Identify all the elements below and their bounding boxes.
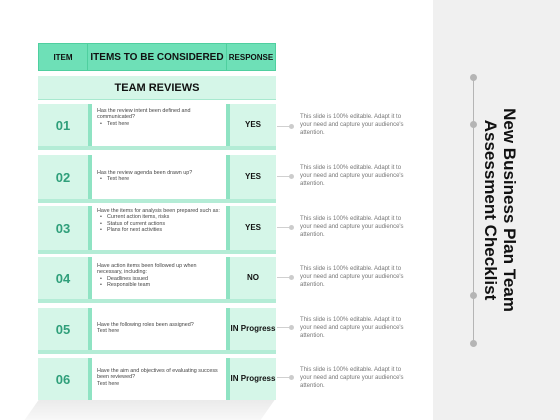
bullet-item: • Current action items, risks — [97, 214, 221, 220]
row-edge — [38, 199, 276, 203]
table-shadow — [25, 398, 276, 420]
row-note: This slide is 100% editable. Adapt it to your need and capture your audience's attention. — [300, 317, 404, 339]
row-note: This slide is 100% editable. Adapt it to your need and capture your audience's attention. — [300, 266, 404, 288]
row-number: 01 — [38, 104, 88, 146]
row-response: YES — [226, 155, 276, 199]
row-note: This slide is 100% editable. Adapt it to your need and capture your audience's attention. — [300, 216, 404, 238]
question-text: Have the items for analysis been prepared such as: — [97, 208, 220, 214]
row-note: This slide is 100% editable. Adapt it to your need and capture your audience's attention. — [300, 165, 404, 187]
decorative-dot — [470, 74, 477, 81]
decorative-line — [473, 78, 474, 344]
bullet-item: • Text here — [97, 121, 221, 127]
decorative-dot — [470, 121, 477, 128]
question-text: Have the following roles been assigned? — [97, 322, 194, 328]
connector-dot — [289, 325, 294, 330]
connector-dot — [289, 275, 294, 280]
row-number: 04 — [38, 257, 88, 299]
question-text: Has the review agenda been drawn up? — [97, 170, 193, 176]
connector-dot — [289, 174, 294, 179]
row-question — [88, 308, 226, 350]
row-edge — [38, 350, 276, 354]
row-response: YES — [226, 104, 276, 146]
question-text: Has the review intent been defined and communicated? — [97, 108, 191, 121]
bullet-item: • Plans for next activities — [97, 227, 221, 233]
row-number: 03 — [38, 206, 88, 250]
page-title: New Business Plan Team Assessment Checklist — [481, 108, 519, 312]
checklist-row — [38, 104, 276, 146]
question-subtext: Text here — [97, 328, 120, 335]
row-edge — [38, 299, 276, 303]
row-response: IN Progress — [226, 308, 276, 350]
question-subtext: Text here — [97, 380, 120, 387]
row-note: This slide is 100% editable. Adapt it to your need and capture your audience's attention. — [300, 114, 404, 136]
question-text: Have the aim and objectives of evaluating success been reviewed? — [97, 368, 218, 381]
decorative-dot — [470, 292, 477, 299]
checklist-row — [38, 155, 276, 199]
checklist-row — [38, 206, 276, 250]
row-note: This slide is 100% editable. Adapt it to your need and capture your audience's attention. — [300, 367, 404, 389]
row-response: YES — [226, 206, 276, 250]
header-item: ITEM — [38, 43, 88, 71]
row-question — [88, 257, 226, 299]
row-question — [88, 155, 226, 199]
row-edge — [38, 250, 276, 254]
row-number: 06 — [38, 358, 88, 400]
row-response: IN Progress — [226, 358, 276, 400]
row-edge — [38, 146, 276, 150]
section-title: TEAM REVIEWS — [38, 76, 276, 100]
bullet-item: • Deadlines issued — [97, 276, 221, 282]
connector-dot — [289, 225, 294, 230]
bullet-item: • Responsible team — [97, 282, 221, 288]
question-text: Have action items been followed up when necessary, including: — [97, 263, 197, 276]
header-response: RESPONSE — [226, 43, 276, 71]
row-question — [88, 358, 226, 400]
row-question — [88, 104, 226, 146]
row-question — [88, 206, 226, 250]
row-response: NO — [226, 257, 276, 299]
row-number: 02 — [38, 155, 88, 199]
checklist-row — [38, 358, 276, 400]
checklist-row — [38, 308, 276, 350]
connector-dot — [289, 124, 294, 129]
connector-dot — [289, 375, 294, 380]
row-number: 05 — [38, 308, 88, 350]
decorative-dot — [470, 340, 477, 347]
header-items-to-consider: ITEMS TO BE CONSIDERED — [87, 43, 227, 71]
bullet-item: • Text here — [97, 176, 221, 182]
bullet-item: • Status of current actions — [97, 221, 221, 227]
checklist-row — [38, 257, 276, 299]
